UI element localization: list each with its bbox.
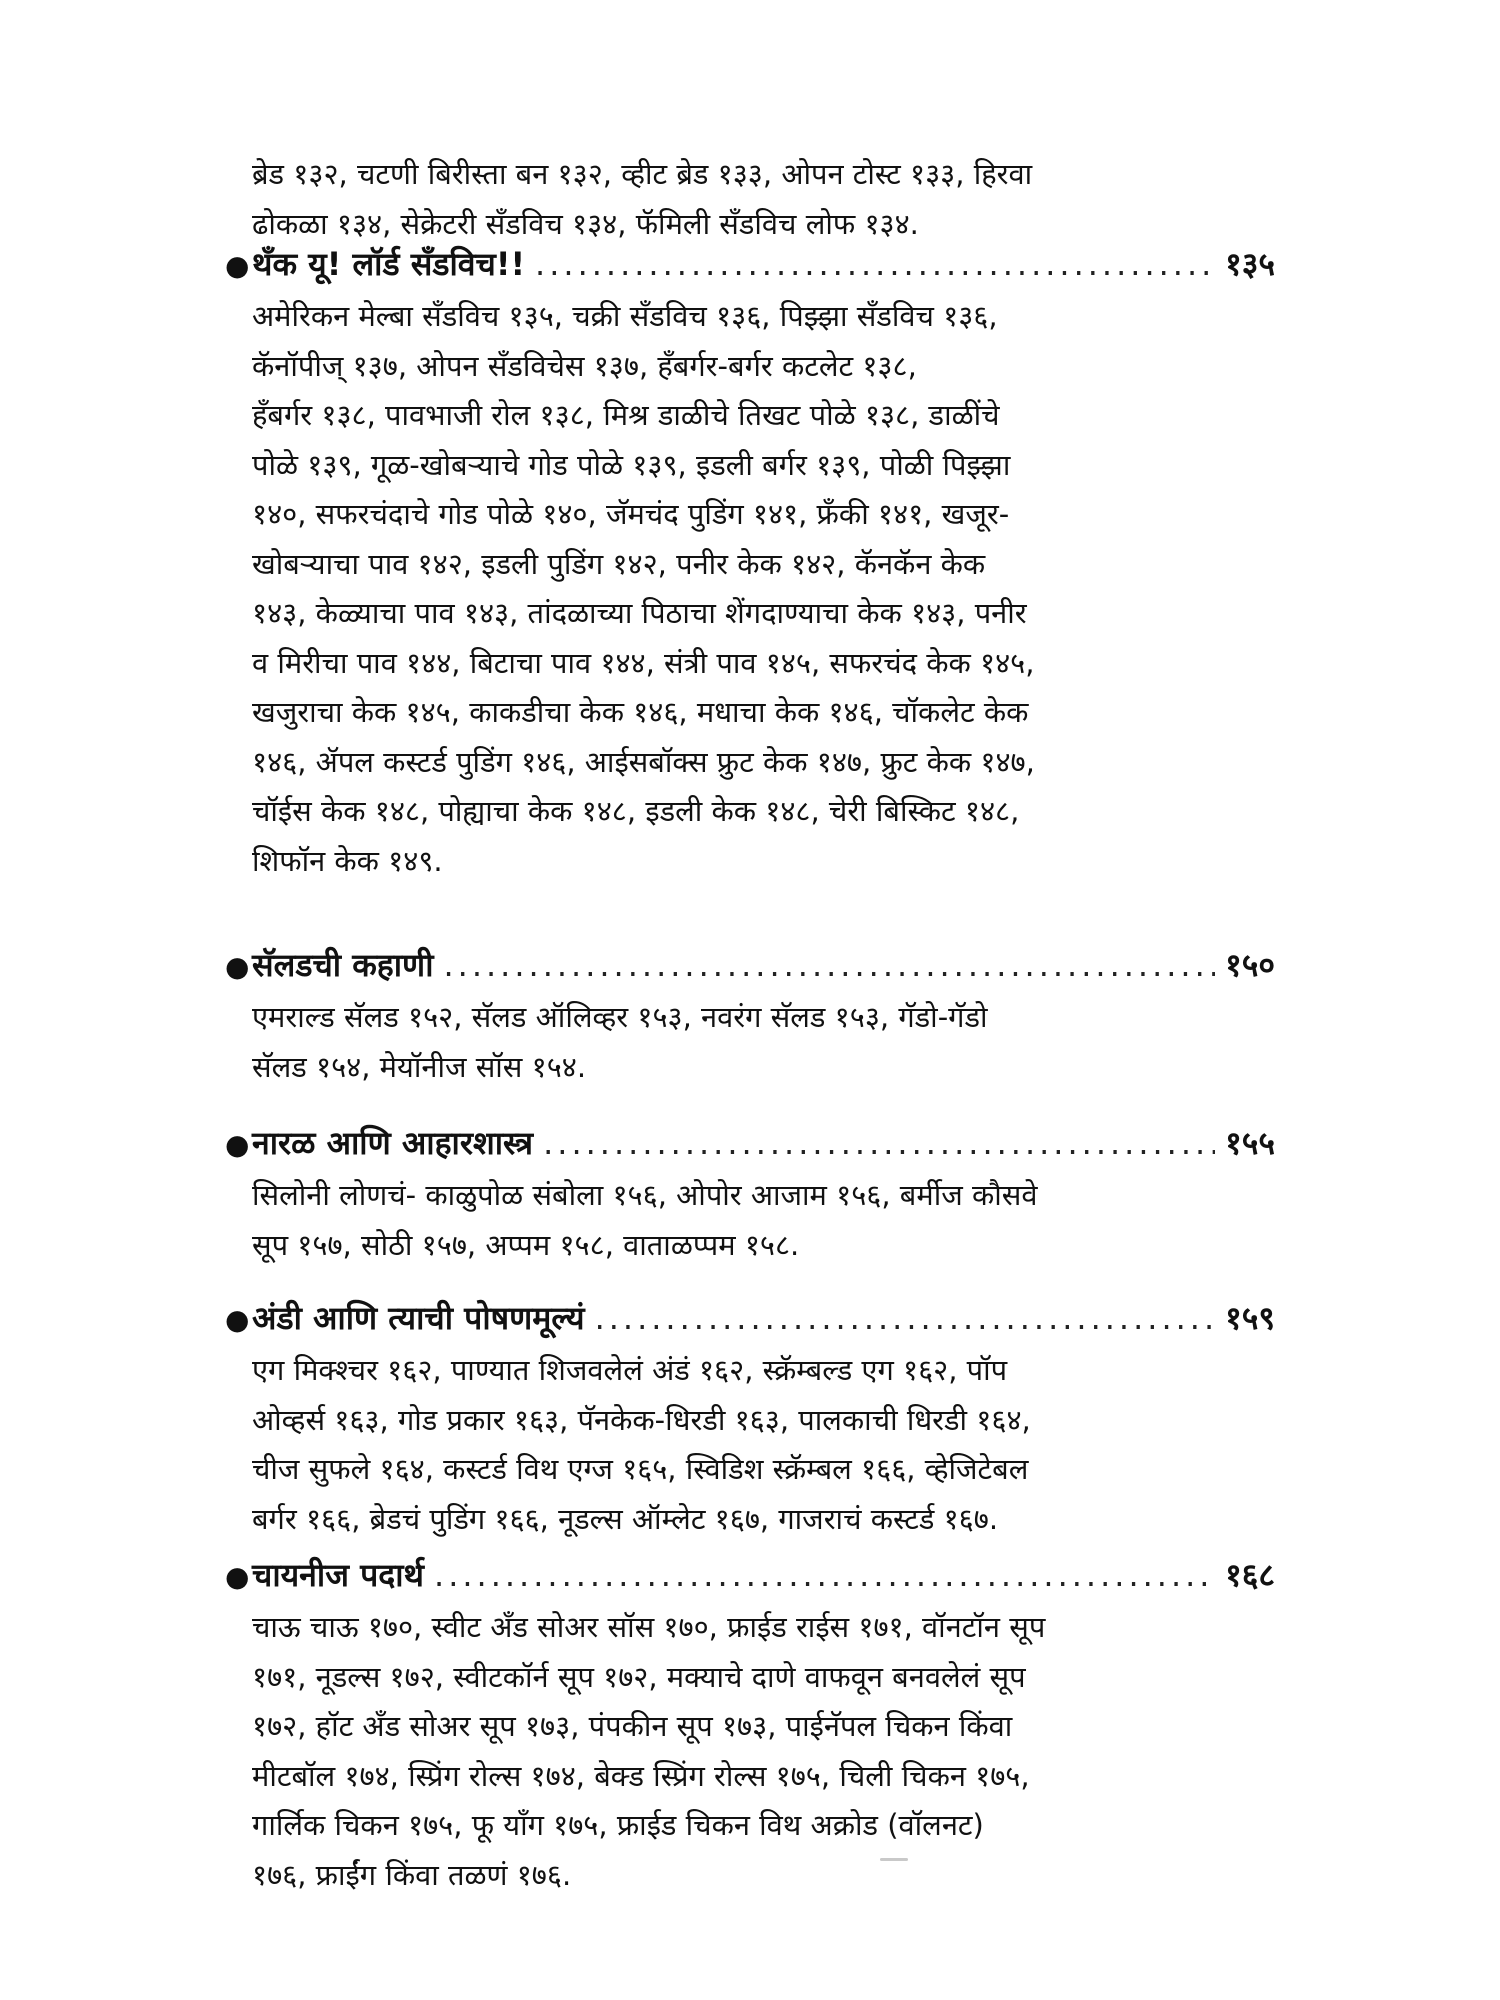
text-line: १४०, सफरचंदाचे गोड पोळे १४०, जॅमचंद पुडिंग १४१, फ्रँकी १४१, खजूर- — [252, 497, 1010, 531]
text-line: पोळे १३९, गूळ-खोबऱ्याचे गोड पोळे १३९, इडली बर्गर १३९, पोळी पिझ्झा — [252, 447, 1011, 482]
text-line: एमराल्ड सॅलड १५२, सॅलड ऑलिव्हर १५३, नवरंग सॅलड १५३, गॅडो-गॅडो — [252, 1000, 988, 1034]
text-line: ब्रेड १३२, चटणी बिरीस्ता बन १३२, व्हीट ब्रेड १३३, ओपन टोस्ट १३३, हिरवा — [252, 157, 1033, 191]
text-line: ओव्हर्स १६३, गोड प्रकार १६३, पॅनकेक-धिरडी १६३, पालकाची धिरडी १६४, — [252, 1402, 1031, 1437]
bullet-icon: ● — [225, 1303, 250, 1336]
page-number: १५० — [1225, 946, 1275, 984]
text-line: १४६, ॲपल कस्टर्ड पुडिंग १४६, आईसबॉक्स फ्रुट केक १४७, फ्रुट केक १४७, — [252, 744, 1035, 779]
section-heading — [225, 1121, 1275, 1171]
page-number: १३५ — [1225, 245, 1275, 283]
text-line: एग मिक्श्चर १६२, पाण्यात शिजवलेलं अंडं १६२, स्क्रॅम्बल्ड एग १६२, पॉप — [252, 1353, 1008, 1387]
section-items — [252, 1346, 1192, 1544]
text-line: १७६, फ्राईंग किंवा तळणं १७६. — [252, 1857, 572, 1892]
text-line: ढोकळा १३४, सेक्रेटरी सँडविच १३४, फॅमिली सँडविच लोफ १३४. — [252, 206, 919, 241]
bullet-icon: ● — [225, 249, 250, 282]
section-title: सॅलडची कहाणी — [252, 946, 434, 984]
bullet-icon: ● — [225, 1560, 250, 1593]
dot-leader — [434, 1556, 1215, 1594]
text-line: हॅंबर्गर १३८, पावभाजी रोल १३८, मिश्र डाळीचे तिखट पोळे १३८, डाळींचे — [252, 398, 1000, 432]
text-line: अमेरिकन मेल्बा सँडविच १३५, चक्री सँडविच १३६, पिझ्झा सँडविच १३६, — [252, 299, 998, 333]
section-title: थँक यू! लॉर्ड सँडविच!! — [252, 245, 526, 283]
section-title: चायनीज पदार्थ — [252, 1556, 425, 1594]
text-line: कॅनॉपीज् १३७, ओपन सँडविचेस १३७, हॅंबर्गर-बर्गर कटलेट १३८, — [252, 348, 917, 383]
text-line: मीटबॉल १७४, स्प्रिंग रोल्स १७४, बेक्ड स्प्रिंग रोल्स १७५, चिली चिकन १७५, — [252, 1758, 1030, 1793]
section-items — [252, 993, 1192, 1092]
page-number: १५५ — [1225, 1124, 1275, 1162]
intro-paragraph — [252, 150, 1192, 249]
section-heading — [225, 242, 1275, 292]
text-line: सॅलड १५४, मेयॉनीज सॉस १५४. — [252, 1049, 587, 1084]
text-line: १७२, हॉट अँड सोअर सूप १७३, पंपकीन सूप १७३, पाईनॅपल चिकन किंवा — [252, 1709, 1013, 1743]
text-line: शिफॉन केक १४९. — [252, 843, 443, 878]
text-line: चीज सुफले १६४, कस्टर्ड विथ एग्ज १६५, स्विडिश स्क्रॅम्बल १६६, व्हेजिटेबल — [252, 1452, 1029, 1486]
text-line: बर्गर १६६, ब्रेडचं पुडिंग १६६, नूडल्स ऑम्लेट १६७, गाजराचं कस्टर्ड १६७. — [252, 1501, 999, 1536]
bullet-icon: ● — [225, 950, 250, 983]
section-title: नारळ आणि आहारशास्त्र — [252, 1124, 534, 1162]
dot-leader — [543, 1124, 1215, 1162]
toc-entry-coconut — [225, 1121, 1275, 1270]
text-line: सिलोनी लोणचं- काळुपोळ संबोला १५६, ओपोर आजाम १५६, बर्मीज कौसवे — [252, 1178, 1038, 1212]
section-title: अंडी आणि त्याची पोषणमूल्यं — [252, 1299, 585, 1337]
scan-smudge — [880, 1858, 908, 1861]
page-number: १६८ — [1225, 1556, 1275, 1594]
section-items — [252, 1171, 1192, 1270]
page-number: १५९ — [1225, 1299, 1275, 1337]
toc-entry-sandwich — [225, 242, 1275, 886]
section-heading — [225, 1553, 1275, 1603]
dot-leader — [595, 1299, 1216, 1337]
section-heading — [225, 1296, 1275, 1346]
text-line: खजुराचा केक १४५, काकडीचा केक १४६, मधाचा केक १४६, चॉकलेट केक — [252, 695, 1029, 729]
text-line: खोबऱ्याचा पाव १४२, इडली पुडिंग १४२, पनीर केक १४२, कॅनकॅन केक — [252, 546, 986, 581]
dot-leader — [443, 946, 1215, 984]
text-line: सूप १५७, सोठी १५७, अप्पम १५८, वाताळप्पम १५८. — [252, 1227, 800, 1262]
toc-entry-salad — [225, 943, 1275, 1092]
toc-entry-chinese — [225, 1553, 1275, 1900]
text-line: १७१, नूडल्स १७२, स्वीटकॉर्न सूप १७२, मक्याचे दाणे वाफवून बनवलेलं सूप — [252, 1659, 1026, 1694]
section-items — [252, 1603, 1192, 1900]
dot-leader — [535, 245, 1215, 283]
section-heading — [225, 943, 1275, 993]
text-line: चाऊ चाऊ १७०, स्वीट अँड सोअर सॉस १७०, फ्राईड राईस १७१, वॉनटॉन सूप — [252, 1610, 1046, 1644]
bullet-icon: ● — [225, 1128, 250, 1161]
text-line: व मिरीचा पाव १४४, बिटाचा पाव १४४, संत्री पाव १४५, सफरचंद केक १४५, — [252, 645, 1035, 680]
section-items — [252, 292, 1192, 886]
text-line: १४३, केळ्याचा पाव १४३, तांदळाच्या पिठाचा शेंगदाण्याचा केक १४३, पनीर — [252, 596, 1027, 630]
toc-entry-eggs — [225, 1296, 1275, 1544]
text-line: चॉईस केक १४८, पोह्याचा केक १४८, इडली केक १४८, चेरी बिस्किट १४८, — [252, 794, 1020, 828]
text-line: गार्लिक चिकन १७५, फू यॉंग १७५, फ्राईड चिकन विथ अक्रोड (वॉलनट) — [252, 1808, 984, 1842]
